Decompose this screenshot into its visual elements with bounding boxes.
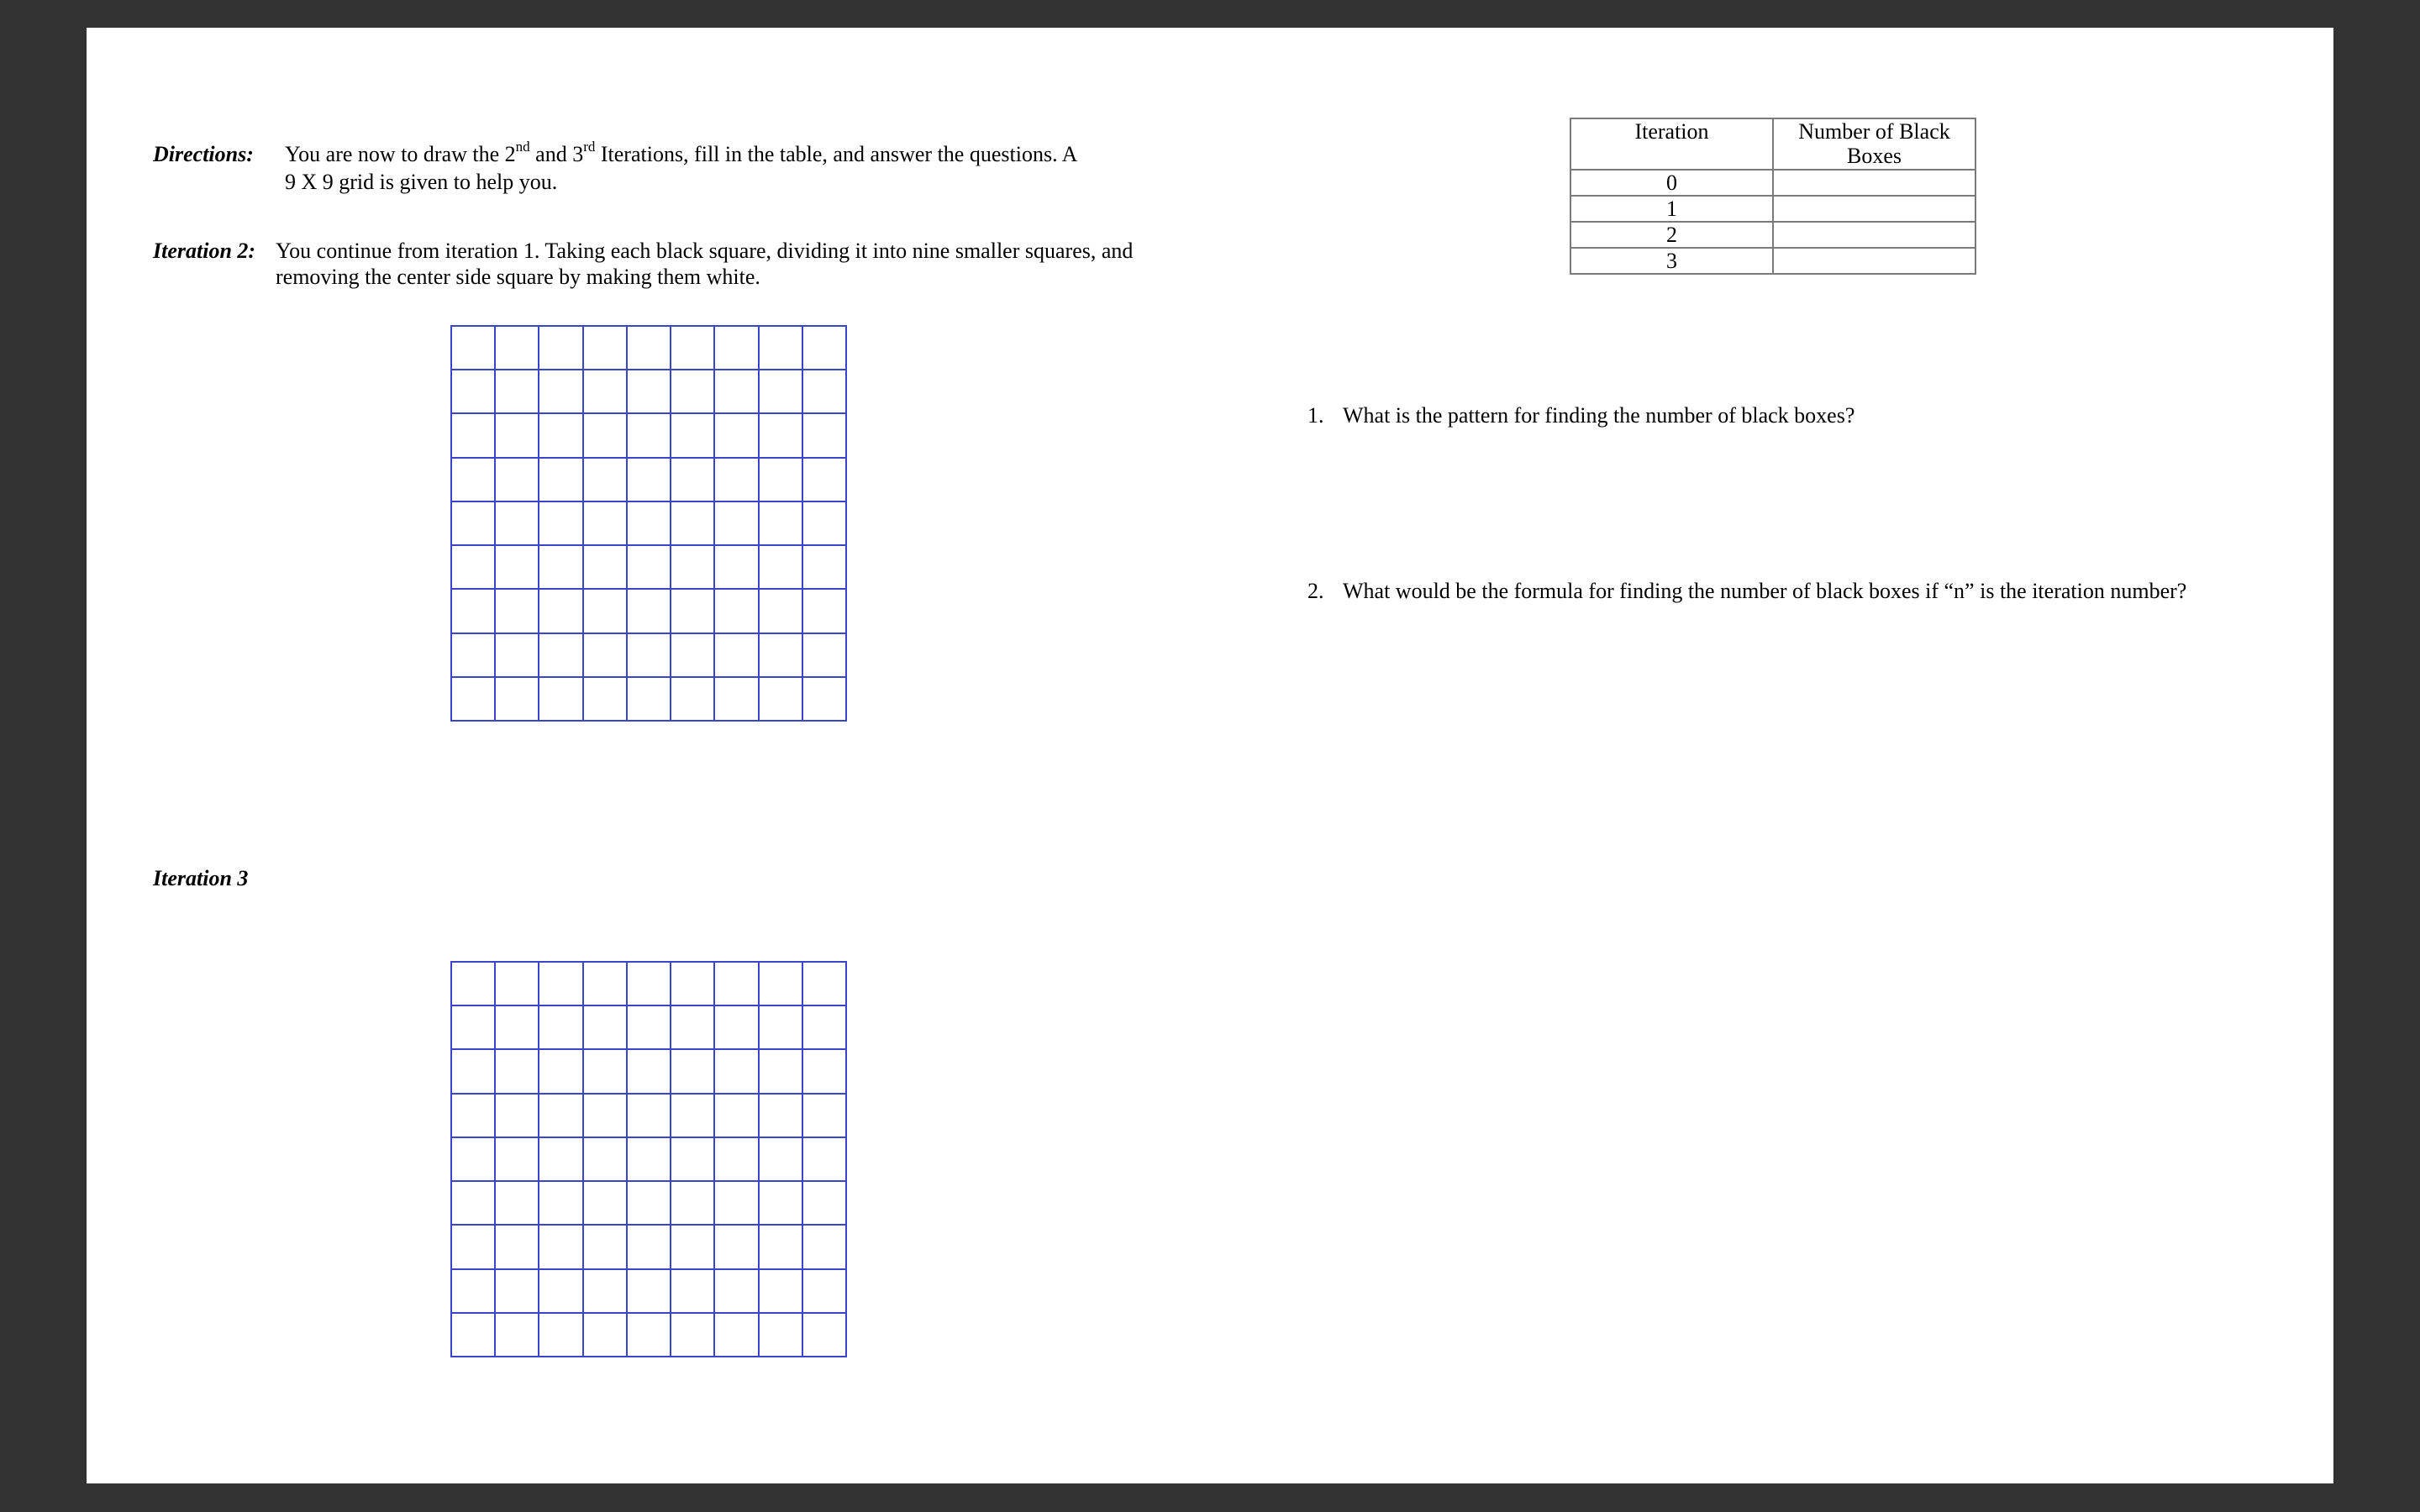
grid-cell[interactable] [584,678,628,722]
grid-cell[interactable] [715,414,759,458]
grid-cell[interactable] [539,1095,583,1138]
grid-cell[interactable] [715,634,759,678]
grid-cell[interactable] [584,963,628,1006]
grid-cell[interactable] [671,1138,715,1182]
grid-cell[interactable] [628,678,671,722]
grid-cell[interactable] [803,502,847,546]
grid-cell[interactable] [496,1006,539,1050]
grid-cell[interactable] [628,459,671,502]
directions-label: Directions: [153,142,254,166]
grid-cell[interactable] [671,1050,715,1094]
grid-cell[interactable] [539,327,583,370]
grid-cell[interactable] [584,1006,628,1050]
grid-cell[interactable] [584,327,628,370]
grid-cell[interactable] [539,963,583,1006]
iteration-3-label: Iteration 3 [153,866,249,890]
question-2-text: What would be the formula for finding the number of black boxes if “n” is the iteration number? [1343,579,2187,603]
table-cell-iteration: 2 [1570,222,1773,248]
grid-cell[interactable] [496,1226,539,1269]
grid-cell[interactable] [628,370,671,414]
grid-cell[interactable] [452,370,496,414]
grid-cell[interactable] [452,1270,496,1314]
black-boxes-table [1570,118,1976,275]
grid-cell[interactable] [671,1006,715,1050]
grid-cell[interactable] [496,327,539,370]
grid-cell[interactable] [496,1095,539,1138]
grid-cell[interactable] [539,1006,583,1050]
iteration-2-grid[interactable] [450,325,847,722]
grid-cell[interactable] [452,1138,496,1182]
grid-cell[interactable] [539,1050,583,1094]
iteration-2-label: Iteration 2: [153,239,256,263]
grid-cell[interactable] [803,590,847,633]
grid-cell[interactable] [584,459,628,502]
grid-cell[interactable] [715,1006,759,1050]
grid-cell[interactable] [584,1226,628,1269]
table-header-row [1570,118,1975,170]
grid-cell[interactable] [628,1050,671,1094]
table-cell-black-boxes[interactable] [1773,248,1975,274]
grid-cell[interactable] [539,1314,583,1357]
grid-cell[interactable] [715,1314,759,1357]
grid-cell[interactable] [496,634,539,678]
grid-cell[interactable] [452,1182,496,1226]
grid-cell[interactable] [671,502,715,546]
grid-cell[interactable] [803,634,847,678]
grid-cell[interactable] [539,1182,583,1226]
grid-cell[interactable] [496,414,539,458]
grid-cell[interactable] [671,1314,715,1357]
grid-cell[interactable] [584,1270,628,1314]
table-row [1570,248,1975,274]
grid-cell[interactable] [760,1138,803,1182]
grid-cell[interactable] [628,1182,671,1226]
grid-cell[interactable] [539,1226,583,1269]
grid-cell[interactable] [539,459,583,502]
grid-cell[interactable] [628,1006,671,1050]
grid-cell[interactable] [539,546,583,590]
grid-cell[interactable] [452,1226,496,1269]
grid-cell[interactable] [671,1270,715,1314]
grid-cell[interactable] [760,1182,803,1226]
grid-cell[interactable] [496,678,539,722]
grid-cell[interactable] [803,327,847,370]
table-header-iteration: Iteration [1570,118,1773,170]
grid-cell[interactable] [584,1314,628,1357]
grid-cell[interactable] [539,678,583,722]
grid-cell[interactable] [803,414,847,458]
question-1-number: 1. [1307,403,1324,428]
grid-cell[interactable] [715,1226,759,1269]
grid-cell[interactable] [715,1095,759,1138]
grid-cell[interactable] [496,459,539,502]
question-2-number: 2. [1307,579,1324,603]
grid-cell[interactable] [628,963,671,1006]
grid-cell[interactable] [496,502,539,546]
directions-line-2: 9 X 9 grid is given to help you. [285,170,558,194]
table-cell-black-boxes[interactable] [1773,196,1975,222]
grid-cell[interactable] [452,1006,496,1050]
grid-cell[interactable] [760,1006,803,1050]
grid-cell[interactable] [760,414,803,458]
grid-cell[interactable] [803,1182,847,1226]
grid-cell[interactable] [803,1314,847,1357]
grid-cell[interactable] [760,963,803,1006]
grid-cell[interactable] [671,370,715,414]
grid-cell[interactable] [803,1095,847,1138]
grid-cell[interactable] [584,1138,628,1182]
grid-cell[interactable] [715,1270,759,1314]
grid-cell[interactable] [671,1182,715,1226]
grid-cell[interactable] [628,414,671,458]
grid-cell[interactable] [628,1138,671,1182]
grid-cell[interactable] [452,546,496,590]
grid-cell[interactable] [539,1270,583,1314]
grid-cell[interactable] [628,590,671,633]
grid-cell[interactable] [803,1006,847,1050]
worksheet-page [87,28,2333,1483]
grid-cell[interactable] [803,546,847,590]
grid-cell[interactable] [452,414,496,458]
grid-cell[interactable] [496,963,539,1006]
grid-cell[interactable] [496,1270,539,1314]
grid-cell[interactable] [671,414,715,458]
grid-cell[interactable] [715,963,759,1006]
grid-cell[interactable] [628,327,671,370]
grid-cell[interactable] [760,1226,803,1269]
grid-cell[interactable] [803,370,847,414]
grid-cell[interactable] [760,370,803,414]
grid-cell[interactable] [452,634,496,678]
grid-cell[interactable] [496,370,539,414]
grid-cell[interactable] [671,634,715,678]
table-cell-black-boxes[interactable] [1773,222,1975,248]
grid-cell[interactable] [760,678,803,722]
grid-cell[interactable] [671,678,715,722]
grid-cell[interactable] [760,459,803,502]
grid-cell[interactable] [760,634,803,678]
grid-cell[interactable] [584,1095,628,1138]
grid-cell[interactable] [452,1050,496,1094]
grid-cell[interactable] [715,1138,759,1182]
grid-cell[interactable] [584,546,628,590]
directions-line-1: You are now to draw the 2nd and 3rd Iterations, fill in the table, and answer the questions. A [285,139,1078,166]
grid-cell[interactable] [803,963,847,1006]
iteration-2-line-1: You continue from iteration 1. Taking each black square, dividing it into nine smaller squares, and [276,239,1134,263]
table-header-black-boxes: Number of Black Boxes [1773,118,1975,170]
grid-cell[interactable] [715,590,759,633]
grid-cell[interactable] [496,1314,539,1357]
table-row [1570,196,1975,222]
grid-cell[interactable] [539,502,583,546]
grid-cell[interactable] [584,1050,628,1094]
table-row [1570,170,1975,196]
grid-cell[interactable] [803,1226,847,1269]
grid-cell[interactable] [760,502,803,546]
table-row [1570,222,1975,248]
grid-cell[interactable] [760,590,803,633]
iteration-3-grid[interactable] [450,961,847,1357]
grid-cell[interactable] [760,1270,803,1314]
iteration-2-line-2: removing the center side square by making them white. [276,265,760,289]
grid-cell[interactable] [803,459,847,502]
grid-cell[interactable] [452,1314,496,1357]
table-cell-black-boxes[interactable] [1773,170,1975,196]
grid-cell[interactable] [760,1050,803,1094]
grid-cell[interactable] [452,502,496,546]
grid-cell[interactable] [628,1314,671,1357]
grid-cell[interactable] [715,502,759,546]
grid-cell[interactable] [496,1182,539,1226]
table-cell-iteration: 3 [1570,248,1773,274]
table-cell-iteration: 1 [1570,196,1773,222]
grid-cell[interactable] [539,370,583,414]
grid-cell[interactable] [715,370,759,414]
grid-cell[interactable] [628,634,671,678]
grid-cell[interactable] [452,678,496,722]
grid-cell[interactable] [584,414,628,458]
grid-cell[interactable] [628,546,671,590]
grid-cell[interactable] [715,459,759,502]
grid-cell[interactable] [628,1095,671,1138]
question-1-text: What is the pattern for finding the number of black boxes? [1343,403,1855,428]
grid-cell[interactable] [628,1270,671,1314]
grid-cell[interactable] [760,327,803,370]
grid-cell[interactable] [760,1095,803,1138]
grid-cell[interactable] [452,327,496,370]
grid-cell[interactable] [584,590,628,633]
grid-cell[interactable] [671,590,715,633]
grid-cell[interactable] [715,678,759,722]
grid-cell[interactable] [496,546,539,590]
grid-cell[interactable] [671,546,715,590]
grid-cell[interactable] [803,678,847,722]
grid-cell[interactable] [539,634,583,678]
grid-cell[interactable] [539,590,583,633]
grid-cell[interactable] [715,327,759,370]
grid-cell[interactable] [628,502,671,546]
grid-cell[interactable] [715,546,759,590]
grid-cell[interactable] [803,1270,847,1314]
grid-cell[interactable] [496,1050,539,1094]
grid-cell[interactable] [671,1226,715,1269]
grid-cell[interactable] [539,1138,583,1182]
grid-cell[interactable] [760,546,803,590]
grid-cell[interactable] [715,1182,759,1226]
grid-cell[interactable] [671,1095,715,1138]
grid-cell[interactable] [452,590,496,633]
grid-cell[interactable] [671,963,715,1006]
grid-cell[interactable] [539,414,583,458]
grid-cell[interactable] [803,1138,847,1182]
grid-cell[interactable] [715,1050,759,1094]
grid-cell[interactable] [452,963,496,1006]
grid-cell[interactable] [496,590,539,633]
grid-cell[interactable] [584,1182,628,1226]
grid-cell[interactable] [584,634,628,678]
grid-cell[interactable] [452,1095,496,1138]
grid-cell[interactable] [671,459,715,502]
grid-cell[interactable] [584,370,628,414]
grid-cell[interactable] [803,1050,847,1094]
table-cell-iteration: 0 [1570,170,1773,196]
grid-cell[interactable] [584,502,628,546]
grid-cell[interactable] [760,1314,803,1357]
grid-cell[interactable] [452,459,496,502]
grid-cell[interactable] [628,1226,671,1269]
grid-cell[interactable] [671,327,715,370]
grid-cell[interactable] [496,1138,539,1182]
